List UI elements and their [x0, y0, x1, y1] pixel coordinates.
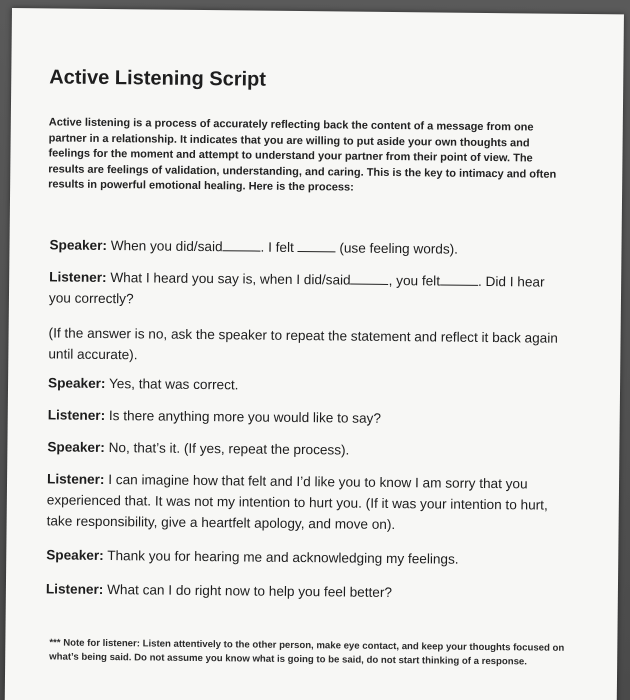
listener-text: , you felt	[388, 272, 441, 289]
speaker-text: (use feeling words).	[339, 240, 459, 257]
fill-blank	[223, 240, 261, 251]
speaker-text: Thank you for hearing me and acknowledging my feelings.	[107, 548, 459, 567]
speaker-line-4	[46, 544, 566, 570]
listener-label: Listener:	[45, 581, 104, 597]
intro-paragraph: Active listening is a process of accurately reflecting back the content of a message from one partner in a relationship. It indicates that you are willing to put aside your own thoughts and feelings for the moment and attempt to understand your partner from their point of view. The results are feelings of validation, understanding, and caring. This is the key to intimacy and often results in powerful emotional healing. Here is the process:	[48, 116, 557, 194]
listener-text: Is there anything more you would like to say?	[108, 408, 382, 426]
fill-blank	[440, 274, 478, 285]
listener-text: What I heard you say is, when I did/said	[110, 270, 351, 288]
listener-line-3	[47, 468, 568, 536]
speaker-label: Speaker:	[47, 375, 106, 391]
fill-blank	[298, 241, 336, 252]
speaker-line-3	[47, 436, 567, 462]
speaker-label: Speaker:	[46, 547, 104, 563]
speaker-text: When you did/said	[110, 238, 223, 255]
listener-label: Listener:	[49, 269, 107, 286]
listener-text: What can I do right now to help you feel better?	[107, 582, 393, 601]
listener-line-1	[49, 266, 569, 313]
listener-label: Listener:	[46, 471, 105, 487]
speaker-text: Yes, that was correct.	[108, 376, 239, 393]
speaker-line-1	[49, 234, 569, 260]
listener-line-2	[48, 404, 568, 430]
listener-note: *** Note for listener: Listen attentively to the other person, make eye contact, and keep your thoughts focused on what’s being said. Do not assume you know what is going to be said, do not start thinking of a response.	[49, 637, 565, 668]
speaker-label: Speaker:	[47, 439, 105, 455]
page-title: Active Listening Script	[49, 66, 267, 91]
speaker-text: No, that’s it. (If yes, repeat the process).	[108, 440, 350, 458]
speaker-label: Speaker:	[49, 237, 108, 254]
speaker-line-2	[48, 372, 568, 398]
listener-label: Listener:	[47, 407, 106, 423]
listener-text: . Did I hear you correctly?	[48, 273, 545, 307]
document-page	[4, 8, 624, 700]
fill-blank	[351, 274, 389, 285]
instruction-line: (If the answer is no, ask the speaker to repeat the statement and reflect it back again until accurate).	[48, 325, 558, 363]
speaker-text: . I felt	[260, 239, 294, 255]
listener-line-4	[46, 578, 566, 604]
listener-text: I can imagine how that felt and I’d like you to know I am sorry that you experienced that. It was not my intention to hurt you. (If it was your intention to hurt, take responsibility, give a heartfelt apology, and move on).	[46, 472, 548, 533]
